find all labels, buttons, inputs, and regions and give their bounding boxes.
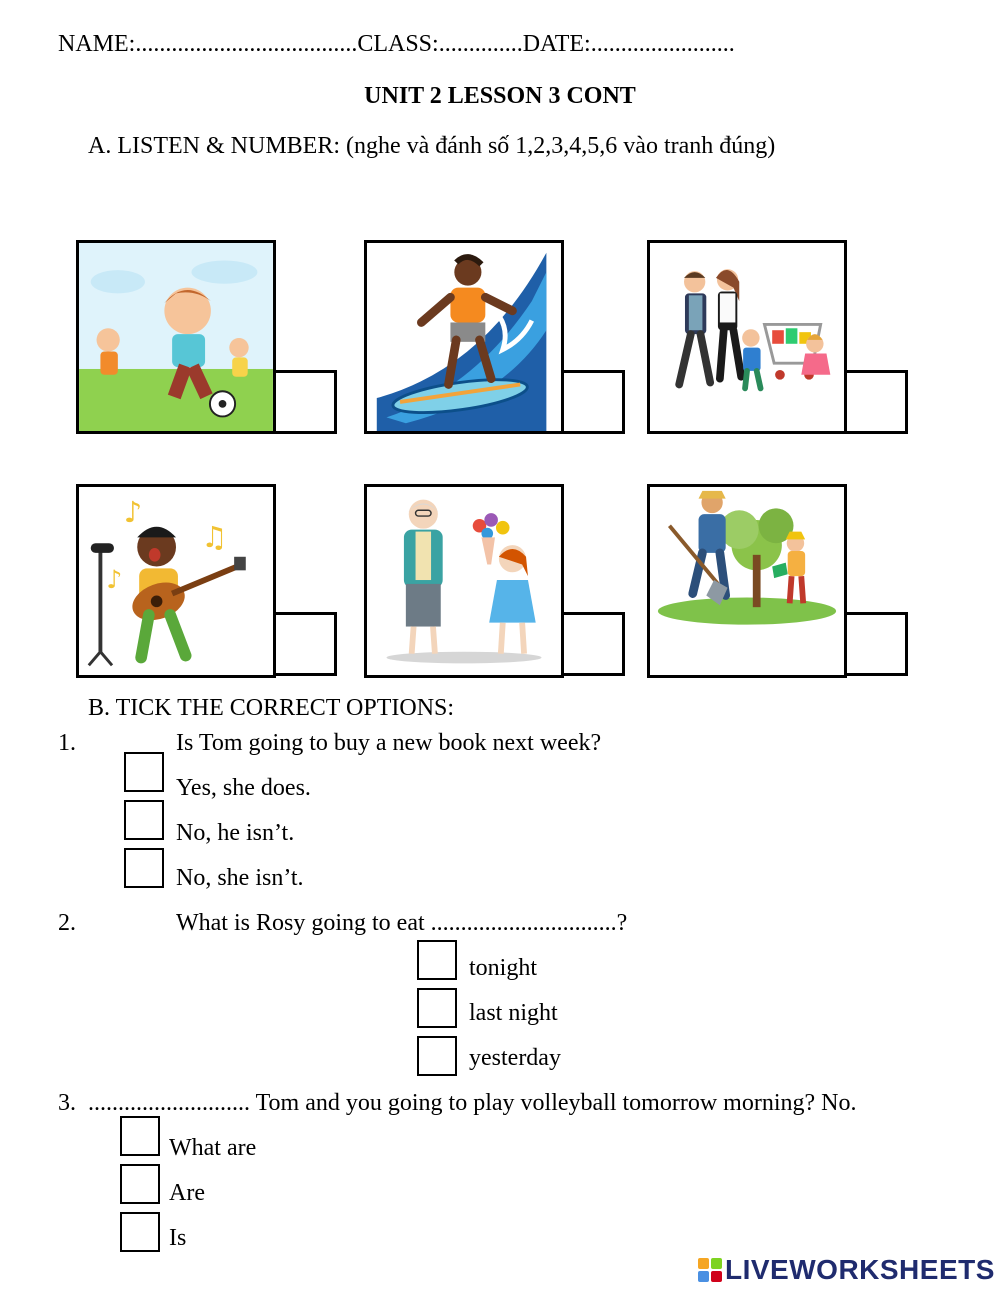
q1-option-1-label: Yes, she does. (176, 775, 311, 801)
answer-box-picture-2[interactable] (561, 370, 625, 434)
picture-singing (76, 484, 276, 678)
q3-option-3-label: Is (169, 1225, 187, 1251)
q3-option-2-label: Are (169, 1180, 205, 1206)
picture-family-shopping (647, 240, 847, 434)
name-class-date-line: NAME:.....................................CLASS:..............DATE:........................ (58, 31, 735, 57)
question-3-number: 3. (58, 1090, 76, 1116)
q1-option-1-checkbox[interactable] (124, 752, 164, 792)
q2-option-3-label: yesterday (469, 1045, 561, 1071)
q2-option-2-checkbox[interactable] (417, 988, 457, 1028)
question-1-number: 1. (58, 730, 76, 756)
worksheet-title: UNIT 2 LESSON 3 CONT (364, 83, 636, 109)
picture-surfing (364, 240, 564, 434)
q2-option-3-checkbox[interactable] (417, 1036, 457, 1076)
svg-text:♫: ♫ (201, 520, 228, 555)
liveworksheets-logo-text: LIVEWORKSHEETS (725, 1254, 995, 1285)
q2-option-2-label: last night (469, 1000, 558, 1026)
section-a-heading: A. LISTEN & NUMBER: (nghe và đánh số 1,2,3,4,5,6 vào tranh đúng) (88, 133, 776, 159)
answer-box-picture-1[interactable] (273, 370, 337, 434)
answer-box-picture-4[interactable] (273, 612, 337, 676)
q2-option-1-checkbox[interactable] (417, 940, 457, 980)
question-2-text: What is Rosy going to eat ...............................? (176, 910, 628, 936)
liveworksheets-logo-icon (698, 1258, 722, 1282)
boy-singing-with-guitar-icon (79, 487, 273, 675)
svg-text:♪: ♪ (106, 564, 123, 594)
people-planting-tree-icon (650, 487, 844, 675)
q2-option-1-label: tonight (469, 955, 538, 981)
picture-football (76, 240, 276, 434)
q1-option-3-label: No, she isn’t. (176, 865, 304, 891)
boys-playing-football-icon (79, 243, 273, 431)
answer-box-picture-6[interactable] (844, 612, 908, 676)
picture-planting-tree (647, 484, 847, 678)
question-1-text: Is Tom going to buy a new book next week? (176, 730, 602, 756)
q3-option-1-checkbox[interactable] (120, 1116, 160, 1156)
liveworksheets-logo[interactable] (698, 1253, 995, 1287)
section-b-heading: B. TICK THE CORRECT OPTIONS: (88, 695, 455, 721)
svg-text:♪: ♪ (123, 494, 143, 529)
question-3-text: ........................... Tom and you going to play volleyball tomorrow morning? No. (88, 1090, 857, 1116)
q1-option-3-checkbox[interactable] (124, 848, 164, 888)
q3-option-1-label: What are (169, 1135, 257, 1161)
q1-option-2-checkbox[interactable] (124, 800, 164, 840)
q3-option-3-checkbox[interactable] (120, 1212, 160, 1252)
girl-giving-flowers-to-grandmother-icon (367, 487, 561, 675)
q3-option-2-checkbox[interactable] (120, 1164, 160, 1204)
question-2-number: 2. (58, 910, 76, 936)
q1-option-2-label: No, he isn’t. (176, 820, 295, 846)
picture-giving-flowers (364, 484, 564, 678)
family-shopping-icon (650, 243, 844, 431)
man-surfing-icon (367, 243, 561, 431)
answer-box-picture-5[interactable] (561, 612, 625, 676)
answer-box-picture-3[interactable] (844, 370, 908, 434)
